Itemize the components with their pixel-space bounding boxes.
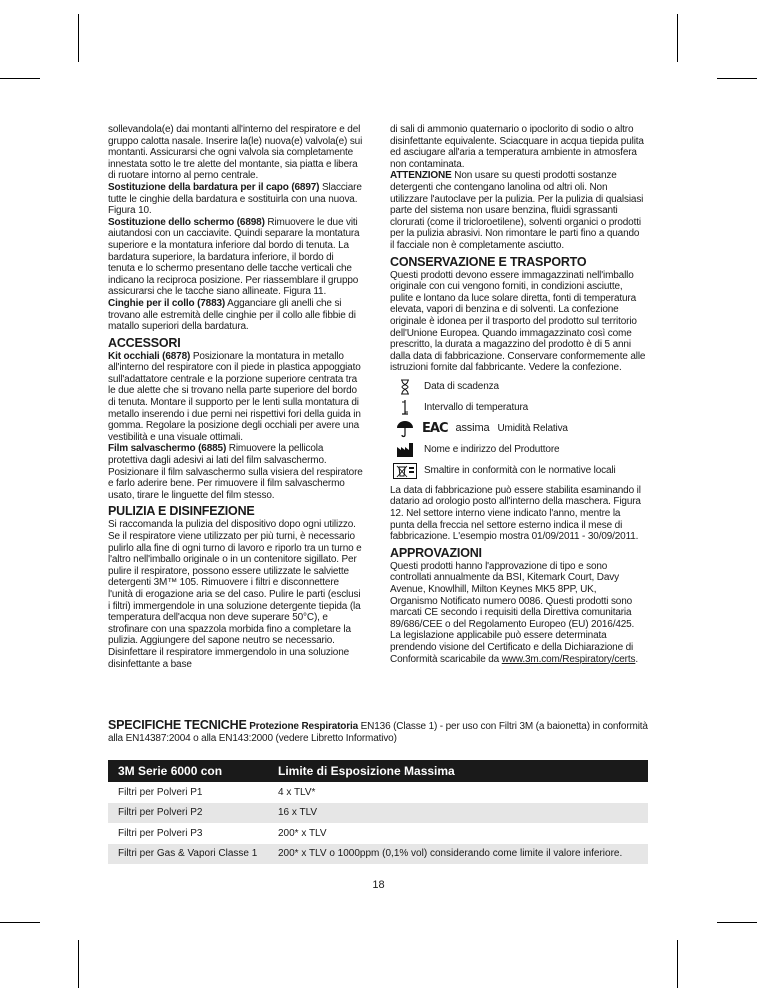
section-heading-pulizia: PULIZIA E DISINFEZIONE — [108, 504, 255, 519]
paragraph: sollevandola(e) dai montanti all'interno del respiratore e del gruppo calotta nasale. Inserire la(le) nuova(e) valvola(e) sui montanti. Assicurarsi che ogni valvola sia completamente innestata sotto le tre alette del montante, sia piatta e libera di ruotare intorno al perno centrale. — [108, 124, 363, 182]
table-row — [108, 803, 648, 824]
crop-mark — [0, 922, 40, 923]
paragraph-text: Posizionare la montatura in metallo all'interno del respiratore con il piede in plastica appoggiato sull'adattatore centrale e la porzione superiore centrata tra le due alette che si trovano nella parte superiore del bordo di tenuta. Montare il supporto per le lenti sulla montatura di metallo inserendo i due perni nei rispettivi fori della guida in gomma. Regolare la posizione degli occhiali per avere una vestibilità e una visuale ottimali. — [108, 350, 361, 443]
table-cell: 4 x TLV* — [278, 786, 316, 798]
table-row — [108, 823, 648, 844]
section-heading-conservazione: CONSERVAZIONE E TRASPORTO — [390, 254, 587, 269]
table-cell: 200* x TLV o 1000ppm (0,1% vol) considerando come limite il valore inferiore. — [278, 844, 648, 865]
paragraph-text: Rimuovere le due viti aiutandosi con un cacciavite. Quindi separare la montatura superiore e la montatura inferiore dal bordo di tenuta. La bardatura superiore, la bardatura inferiore, il bordo di tenuta e lo schermo presentano delle tacche verticali che indicano la reciproca posizione. Per riassemblare il gruppo assicurarsi che le tacche siano allineate. Figura 11. — [108, 216, 360, 298]
crop-mark — [717, 922, 757, 923]
symbol-row — [390, 377, 646, 397]
paragraph: Questi prodotti devono essere immagazzinati nell'imballo originale con cui vengono forniti, in condizioni asciutte, pulite e lontano da luce solare diretta, fonti di temperatura elevata, vapori di benzina e di solventi. La confezione originale è idonea per il trasporto del prodotto sul territorio dell'Unione Europea. Quando immagazzinato così come prescritto, la durata a magazzino del prodotto è di 5 anni dalla data di fabbricazione. Conservare conformemente alle istruzioni fornite dal fabbricante. Vedere la confezione. — [390, 269, 646, 374]
weee-bin-icon — [390, 463, 420, 479]
symbol-label: Intervallo di temperatura — [424, 402, 529, 414]
paragraph-text: Slacciare tutte le cinghie della bardatura e sostituirla con una nuova. Figura 10. — [108, 181, 362, 217]
symbol-row — [390, 398, 646, 418]
crop-mark — [717, 78, 757, 79]
paragraph — [390, 170, 646, 251]
paragraph — [108, 443, 363, 501]
paragraph-text: Questi prodotti hanno l'approvazione di tipo e sono controllati annualmente da BSI, Kitemark Court, Davy Avenue, Knowlhill, Milton Keynes MK5 8PP, UK, Organismo Notificato numero 0086. Questi prodotti sono marcati CE secondo i requisiti della Direttiva comunitaria 89/686/CEE o del Regolamento Europeo (EU) 2016/425. La legislazione applicabile può essere determinata prendendo visione del Certificato e della Dichiarazione di Conformità scaricabile da — [390, 560, 635, 665]
certs-link[interactable]: www.3m.com/Respiratory/certs — [501, 653, 636, 665]
thermometer-icon — [390, 399, 420, 417]
section-heading-approvazioni: APPROVAZIONI — [390, 545, 482, 560]
paragraph-heading: Sostituzione della bardatura per il capo (6897) — [108, 181, 320, 193]
paragraph: Si raccomanda la pulizia del dispositivo dopo ogni utilizzo. Se il respiratore viene utilizzato per più turni, è necessario pulirlo alla fine di ogni turno di lavoro e riporlo tra un turno e l'altro nell'imballo originale o in un contenitore sigillato. Per pulire il respiratore, possono essere utilizzate le salviette detergenti 3M™ 105. Rimuovere i filtri e disconnettere l'unità di erogazione aria se del caso. Pulire le parti (esclusi i filtri) immergendole in una soluzione detergente tiepida (la temperatura dell'acqua non deve superare 50°C), e strofinare con una spazzola morbida fino a completare la pulizia. Aggiungere del sapone neutro se necessario. Disinfettare il respiratore immergendolo in una soluzione disinfettante a base — [108, 519, 362, 670]
symbol-label: Umidità Relativa — [497, 423, 568, 435]
paragraph: La data di fabbricazione può essere stabilita esaminando il datario ad orologio posto all'interno della maschera. Figura 12. Nel settore interno viene indicato l'anno, mentre la punta della freccia nel settore esterno indica il mese di fabbricazione. L'esempio mostra 01/09/2011 - 30/09/2011. — [390, 484, 641, 543]
paragraph-heading: Cinghie per il collo (7883) — [108, 297, 226, 309]
paragraph — [108, 182, 363, 217]
crop-mark — [677, 14, 678, 62]
paragraph: di sali di ammonio quaternario o ipoclorito di sodio o altro disinfettante equivalente. Sciacquare in acqua tiepida pulita ed asciugare all'aria a temperatura ambiente in atmosfera non contaminata. — [390, 124, 644, 170]
symbol-row — [390, 419, 646, 439]
crop-mark — [78, 940, 79, 988]
crop-mark — [78, 14, 79, 62]
section-heading-accessori: ACCESSORI — [108, 335, 181, 350]
symbol-row — [390, 461, 646, 481]
paragraph — [108, 217, 363, 298]
symbol-label: Data di scadenza — [424, 381, 499, 393]
specs-subtitle: Protezione Respiratoria — [249, 721, 359, 732]
period: . — [635, 653, 638, 665]
factory-icon — [390, 443, 420, 457]
left-column — [108, 124, 363, 670]
paragraph-heading: Film salvaschermo (6885) — [108, 443, 227, 455]
right-column — [390, 124, 646, 665]
table-header: Limite di Esposizione Massima — [278, 760, 648, 782]
table-row — [108, 782, 648, 803]
specs-text: EN136 (Classe 1) - per uso con Filtri 3M (a baionetta) in conformità alla EN14387:2004 o alla EN143:2000 (vedere Libretto Informativo) — [108, 721, 648, 744]
symbol-label: Nome e indirizzo del Produttore — [424, 444, 560, 456]
hourglass-icon — [390, 379, 420, 395]
paragraph — [108, 351, 363, 444]
table-cell: 200* x TLV — [278, 827, 327, 839]
table-cell: Filtri per Polveri P3 — [118, 827, 203, 839]
table-cell: 16 x TLV — [278, 803, 648, 824]
paragraph-heading: Sostituzione dello schermo (6898) — [108, 216, 265, 228]
table-cell: Filtri per Gas & Vapori Classe 1 — [108, 844, 278, 865]
crop-mark — [677, 940, 678, 988]
paragraph-text: Non usare su questi prodotti sostanze detergenti che contengano lanolina od altri oli. Non utilizzare l'autoclave per la pulizia. Per la pulizia di qualsiasi parte del sistema non usare benzina, fluidi sgrassanti clorurati (come il tricloroetilene), solventi organici o prodotti per la pulizia abrasivi. Non rimontare le parti fino a quando il facciale non è completamente asciutto. — [390, 170, 644, 251]
paragraph — [108, 298, 363, 333]
paragraph-heading: Kit occhiali (6878) — [108, 350, 191, 362]
page-number: 18 — [372, 879, 385, 891]
eac-mark: EAC — [422, 421, 448, 437]
umbrella-icon — [390, 420, 420, 438]
exposure-limits-table — [108, 760, 648, 864]
paragraph-text: Rimuovere la pellicola protettiva dagli adesivi ai lati del film salvaschermo. Posizionare il film salvaschermo sulla visiera del respiratore e farlo aderire bene. Per rimuovere il film salvaschermo usato, tirare le linguette del film stesso. — [108, 443, 363, 501]
table-header: 3M Serie 6000 con — [108, 760, 278, 782]
paragraph-text: Agganciare gli anelli che si trovano alle estremità delle cinghie per il collo alle fibbie di matallo superiori della bardatura. — [108, 297, 356, 333]
table-row — [108, 844, 648, 865]
table-header-row — [108, 760, 648, 782]
symbol-label: Smaltire in conformità con le normative locali — [424, 465, 616, 477]
crop-mark — [0, 78, 40, 79]
assima-text: assima — [455, 422, 490, 435]
table-cell: Filtri per Polveri P1 — [118, 786, 203, 798]
paragraph — [390, 561, 646, 665]
specs-title: SPECIFICHE TECNICHE — [108, 718, 247, 732]
table-cell: Filtri per Polveri P2 — [108, 803, 278, 824]
paragraph-heading: ATTENZIONE — [390, 170, 452, 182]
technical-specs — [108, 720, 648, 744]
symbol-row — [390, 440, 646, 460]
